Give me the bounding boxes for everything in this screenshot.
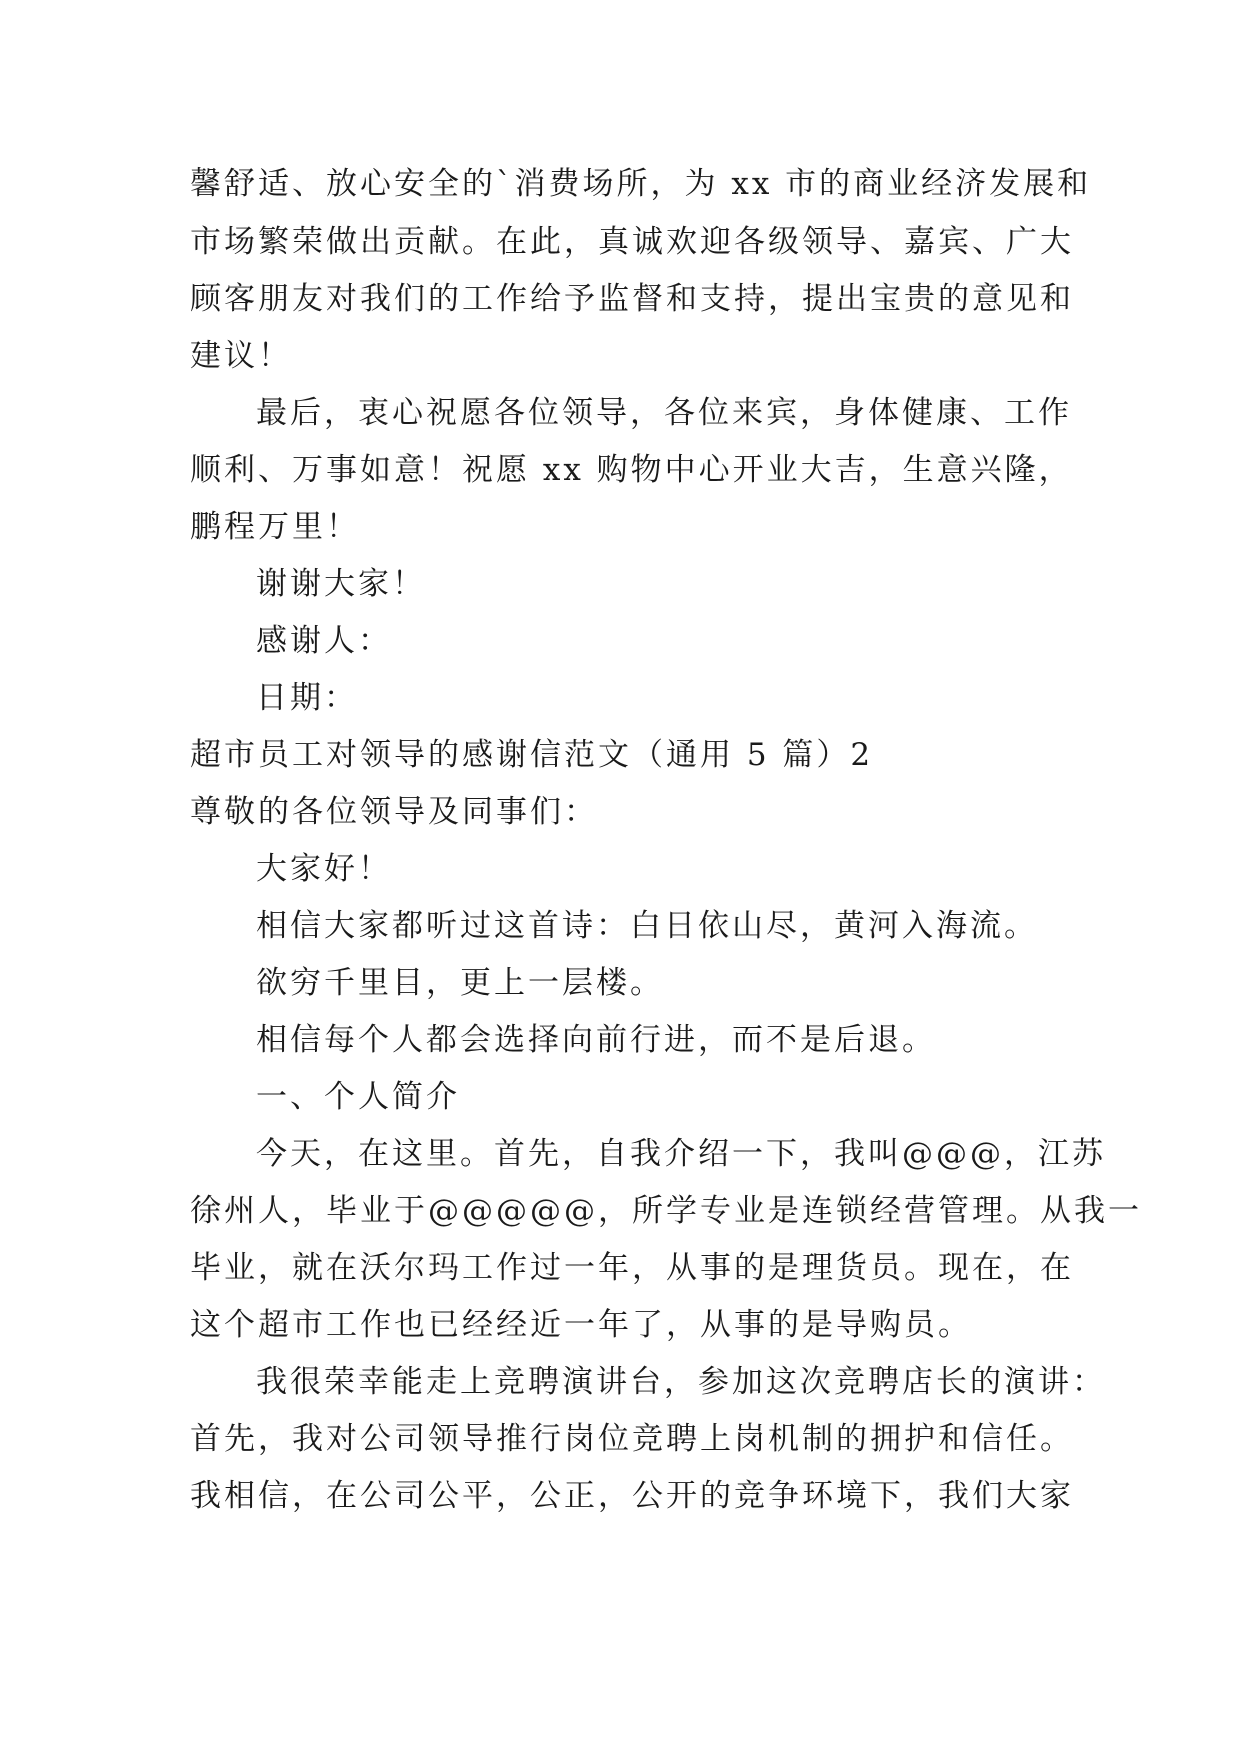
paragraph-line: 鹏程万里！ [190,509,360,545]
paragraph-line: 徐州人，毕业于@@@@@，所学专业是连锁经营管理。从我一 [190,1193,1142,1229]
closing-thanks: 谢谢大家！ [256,566,426,602]
salutation: 尊敬的各位领导及同事们： [190,794,598,830]
paragraph-line: 最后，衷心祝愿各位领导，各位来宾，身体健康、工作 [256,395,1072,431]
greeting: 大家好！ [256,851,392,887]
date-label: 日期： [256,680,358,716]
signature-label: 感谢人： [256,623,392,659]
paragraph-line: 我相信，在公司公平，公正，公开的竞争环境下，我们大家 [190,1478,1074,1514]
section-title: 超市员工对领导的感谢信范文（通用 5 篇）2 [190,737,874,773]
paragraph-line: 相信大家都听过这首诗：白日依山尽，黄河入海流。 [256,908,1038,944]
paragraph-line: 相信每个人都会选择向前行进，而不是后退。 [256,1022,936,1058]
subsection-heading: 一、个人简介 [256,1079,460,1115]
paragraph-line: 首先，我对公司领导推行岗位竞聘上岗机制的拥护和信任。 [190,1421,1074,1457]
paragraph-line: 市场繁荣做出贡献。在此，真诚欢迎各级领导、嘉宾、广大 [190,224,1074,260]
paragraph-line: 这个超市工作也已经经近一年了，从事的是导购员。 [190,1307,972,1343]
paragraph-line: 顺利、万事如意！祝愿 xx 购物中心开业大吉，生意兴隆， [190,452,1073,488]
paragraph-line: 顾客朋友对我们的工作给予监督和支持，提出宝贵的意见和 [190,281,1074,317]
paragraph-line: 毕业，就在沃尔玛工作过一年，从事的是理货员。现在，在 [190,1250,1074,1286]
paragraph-line: 我很荣幸能走上竞聘演讲台，参加这次竞聘店长的演讲： [256,1364,1106,1400]
paragraph-line: 今天，在这里。首先，自我介绍一下，我叫@@@，江苏 [256,1136,1106,1172]
paragraph-line: 欲穷千里目，更上一层楼。 [256,965,664,1001]
paragraph-line: 馨舒适、放心安全的`消费场所，为 xx 市的商业经济发展和 [190,166,1092,202]
paragraph-line: 建议！ [190,338,292,374]
